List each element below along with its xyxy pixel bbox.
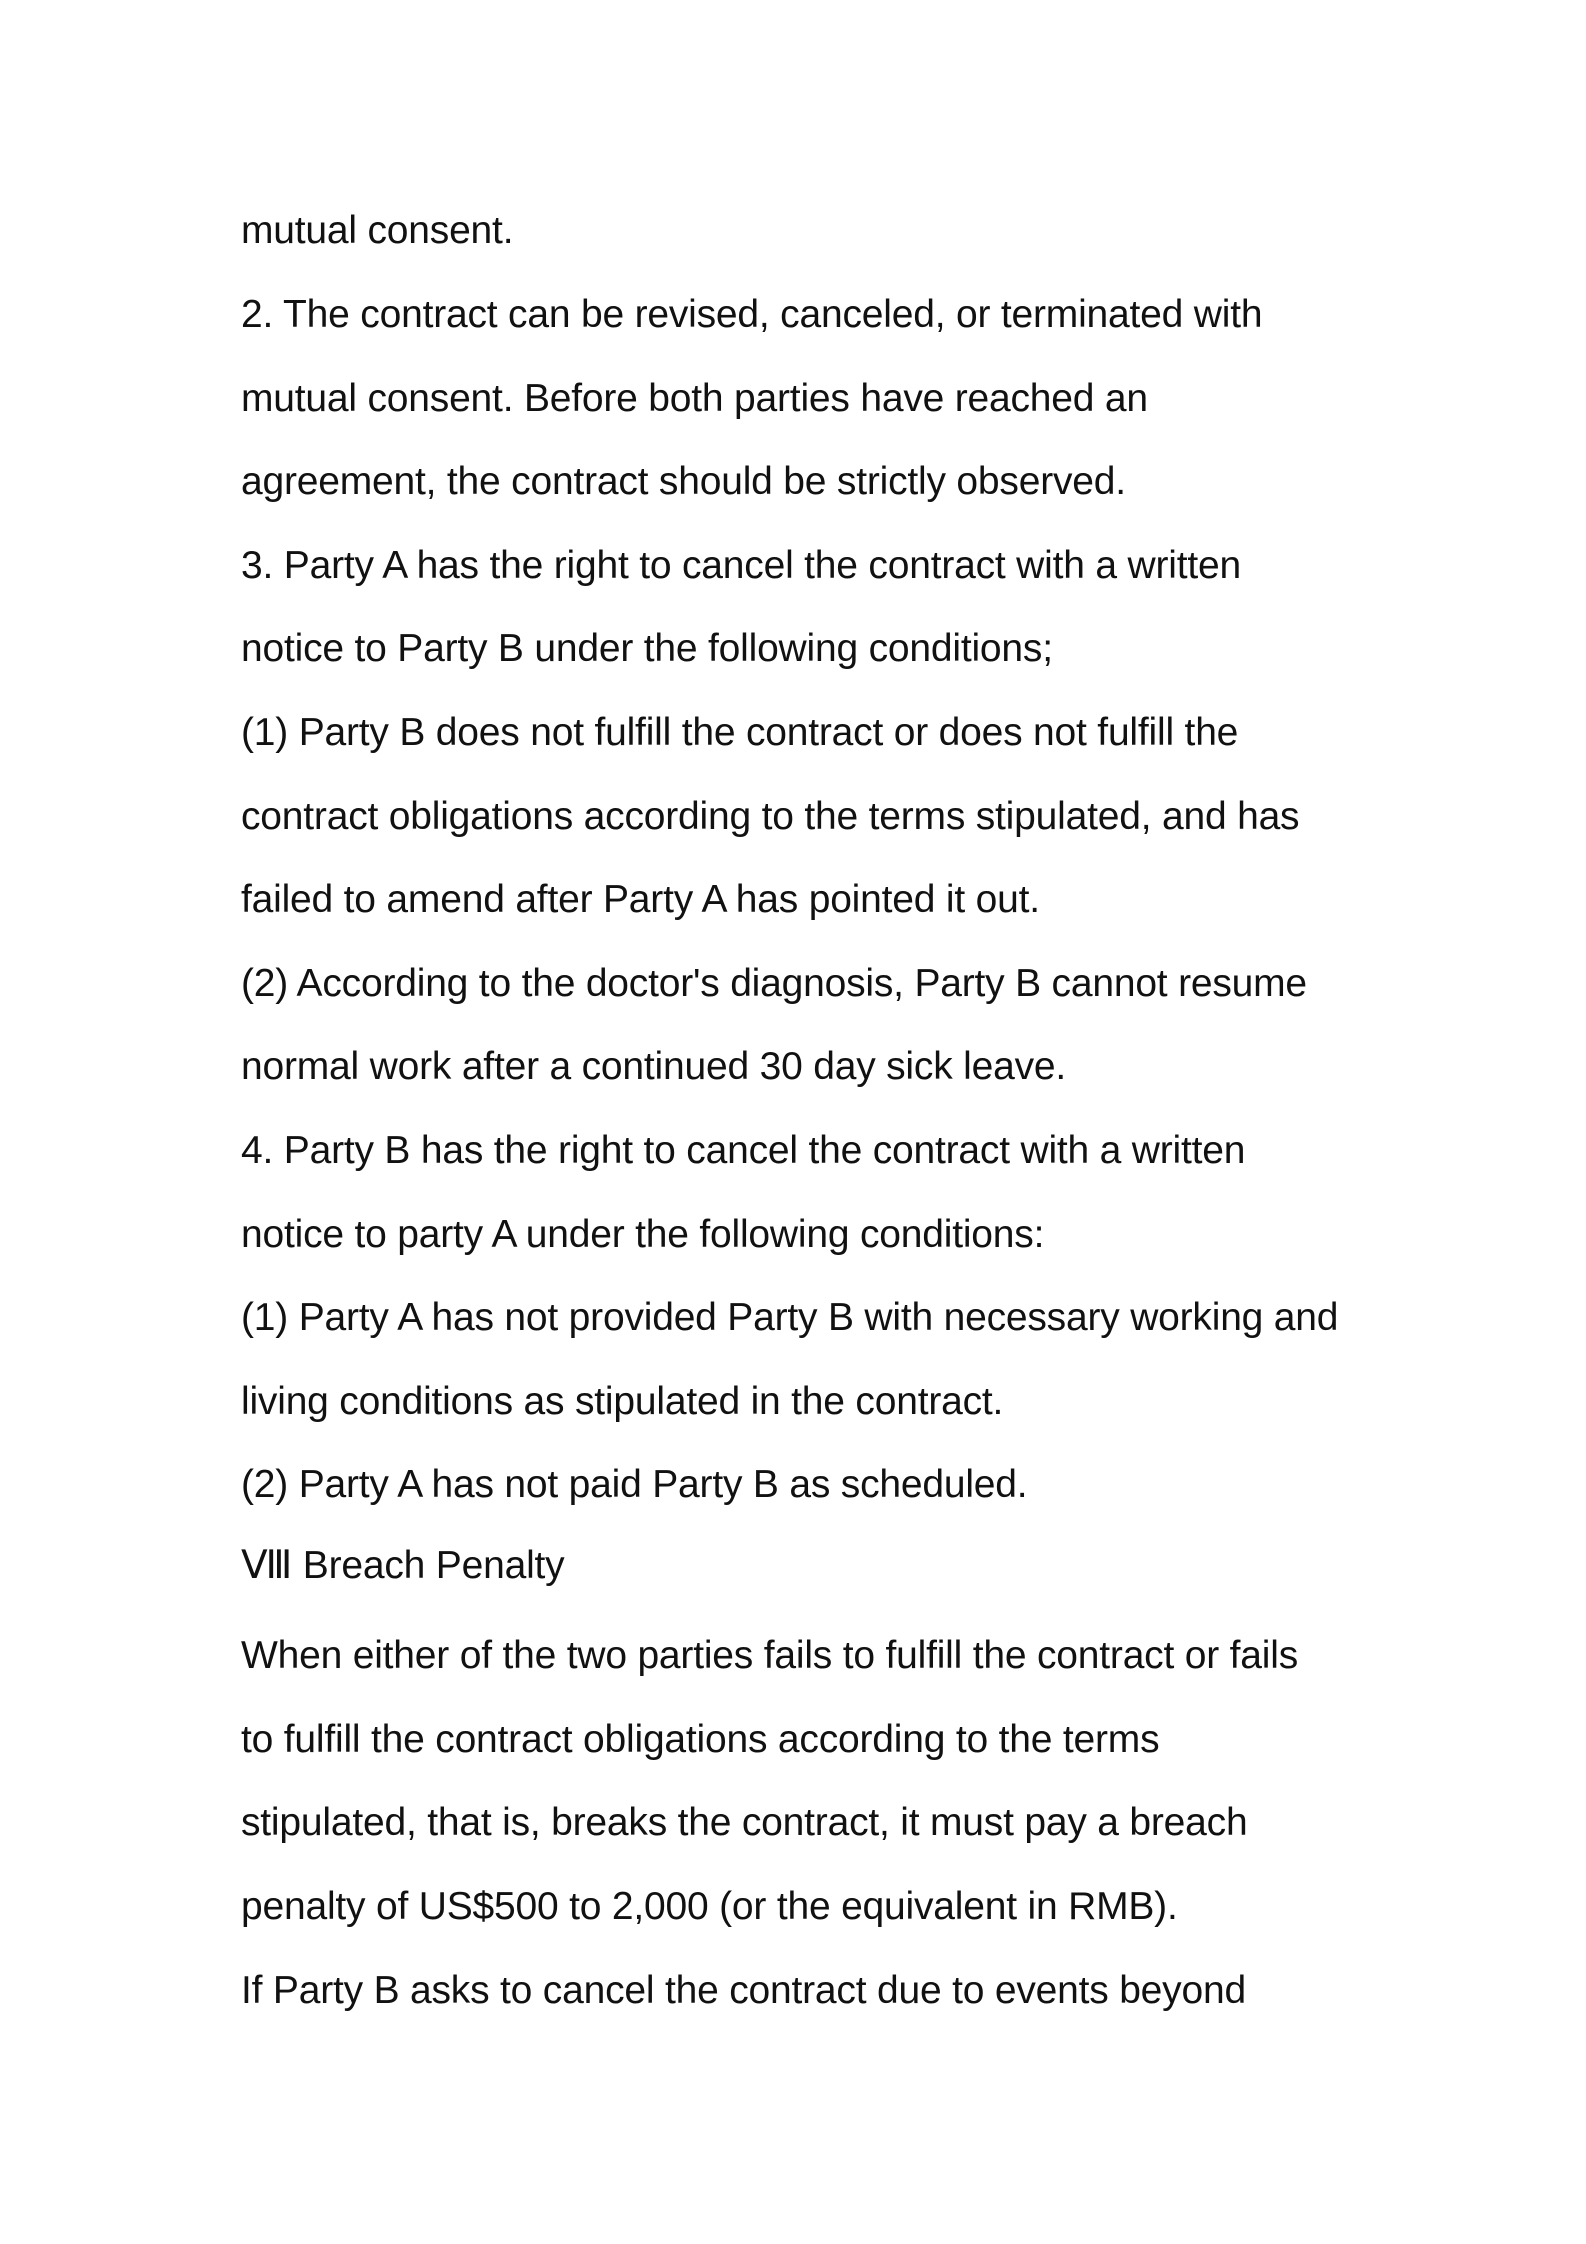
text-line: (1) Party B does not fulfill the contract or does not fulfill the (241, 711, 1239, 754)
text-line: agreement, the contract should be strictly observed. (241, 460, 1126, 503)
text-line: mutual consent. (241, 209, 514, 252)
text-line: (2) According to the doctor's diagnosis, Party B cannot resume (241, 962, 1307, 1005)
text-line: (1) Party A has not provided Party B with necessary working and (241, 1296, 1339, 1339)
text-line: When either of the two parties fails to fulfill the contract or fails (241, 1634, 1299, 1677)
text-line: notice to party A under the following conditions: (241, 1213, 1045, 1256)
text-line: 2. The contract can be revised, canceled, or terminated with (241, 293, 1263, 336)
text-line: failed to amend after Party A has pointed it out. (241, 878, 1040, 921)
text-line: mutual consent. Before both parties have reached an (241, 377, 1148, 420)
text-line: (2) Party A has not paid Party B as scheduled. (241, 1463, 1028, 1506)
text-line: normal work after a continued 30 day sick leave. (241, 1045, 1066, 1088)
text-line: 4. Party B has the right to cancel the contract with a written (241, 1129, 1246, 1172)
text-line: contract obligations according to the terms stipulated, and has (241, 795, 1300, 838)
text-line: penalty of US$500 to 2,000 (or the equivalent in RMB). (241, 1885, 1178, 1928)
text-line: living conditions as stipulated in the contract. (241, 1380, 1004, 1423)
text-line: If Party B asks to cancel the contract due to events beyond (241, 1969, 1246, 2012)
text-line: 3. Party A has the right to cancel the contract with a written (241, 544, 1241, 587)
text-line: stipulated, that is, breaks the contract, it must pay a breach (241, 1801, 1248, 1844)
text-line: to fulfill the contract obligations according to the terms (241, 1718, 1160, 1761)
text-line: notice to Party B under the following conditions; (241, 627, 1053, 670)
section-heading: Ⅷ Breach Penalty (241, 1544, 565, 1587)
